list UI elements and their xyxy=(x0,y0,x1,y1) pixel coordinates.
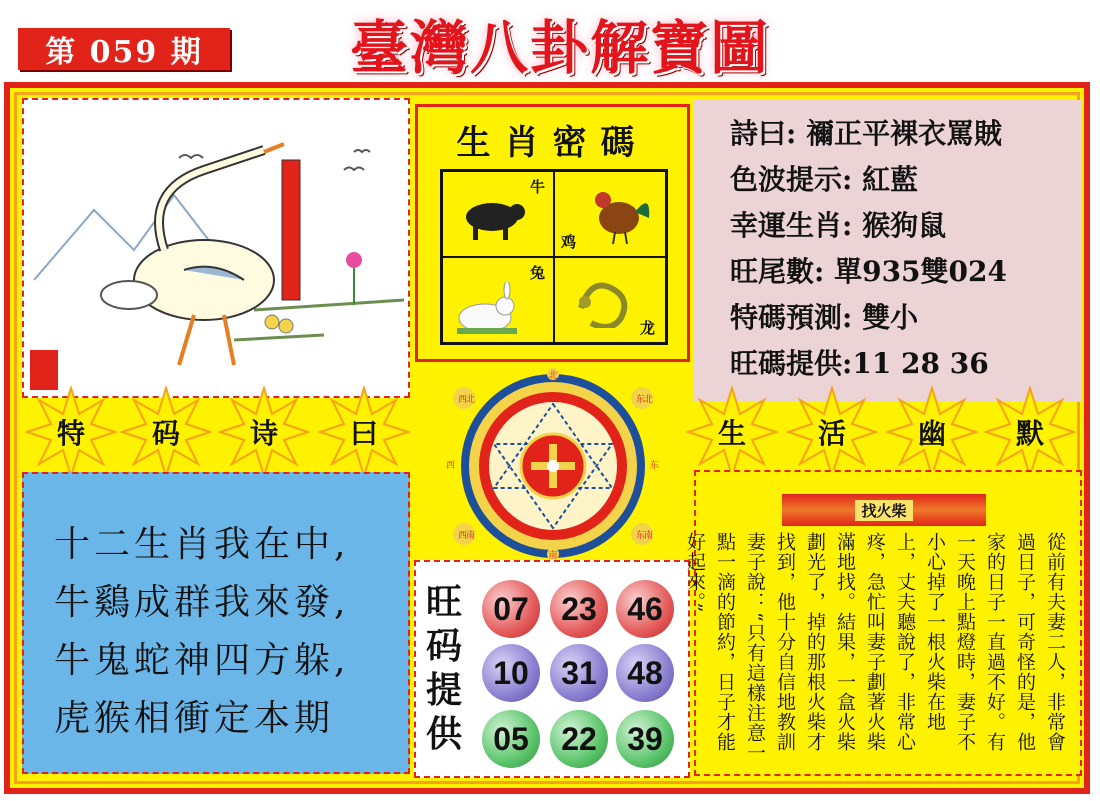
special-prediction: 特碼預測: 雙小 xyxy=(730,301,919,334)
star-badge xyxy=(218,386,310,478)
issue-number-badge: 第 059 期 xyxy=(18,28,230,70)
star-label: 活 xyxy=(817,417,846,450)
tail-numbers: 旺尾數: 單935雙024 xyxy=(730,255,1007,288)
story-tab xyxy=(668,468,692,494)
compass-label: 南 xyxy=(644,531,654,541)
compass-label: 南 xyxy=(466,531,476,541)
star-badge xyxy=(786,386,878,478)
story-title: 找火柴 xyxy=(855,500,912,521)
star-badge xyxy=(984,386,1076,478)
zodiac-label: 牛 xyxy=(529,178,545,196)
compass-label: 西 xyxy=(446,461,456,471)
zodiac-code-title: 生肖密碼 xyxy=(456,123,649,163)
star-label: 码 xyxy=(151,417,180,450)
poem-box xyxy=(22,472,410,774)
page-title: 臺灣八卦解寶圖 xyxy=(349,14,770,82)
zodiac-cell-ox xyxy=(442,171,554,257)
compass-label: 西 xyxy=(458,395,468,405)
rabbit-icon xyxy=(453,282,523,338)
color-hint: 色波提示: 紅藍 xyxy=(730,163,919,196)
star-badge xyxy=(686,386,778,478)
star-badge xyxy=(886,386,978,478)
number-ball: 05 xyxy=(482,710,540,768)
zodiac-label: 龙 xyxy=(639,319,655,337)
zodiac-cell-rabbit xyxy=(442,257,554,343)
bagua-compass xyxy=(442,368,664,560)
poem-line: 牛鷄成群我來發, xyxy=(54,582,350,623)
numbers-label xyxy=(424,580,464,756)
hot-numbers-box xyxy=(414,560,690,778)
zodiac-grid xyxy=(440,169,668,345)
numbers-label-char: 供 xyxy=(425,713,462,755)
compass-label: 西 xyxy=(458,531,468,541)
ox-icon xyxy=(457,192,527,242)
poem-line: 虎猴相衝定本期 xyxy=(54,698,335,739)
compass-label: 北 xyxy=(644,395,654,405)
hot-numbers: 旺碼提供:11 28 36 xyxy=(730,347,989,380)
dragon-icon xyxy=(571,268,641,328)
star-label: 默 xyxy=(1015,417,1044,450)
story-text: 從前有夫妻二人，非常會過日子，可奇怪的是，他家的日子一直過不好。有一天晚上點燈時，妻子不小心掉了一根火柴在地上，丈夫聽說了，非常心疼，急忙叫妻子劃著火柴滿地找。結果，一盒火柴劃光了，掉的那根火柴才找到，他十分自信地教訓妻子說：“只有這樣注意一點一滴的節約，日子才能好起來。” xyxy=(684,532,1066,763)
story-title-bar xyxy=(782,494,986,526)
info-panel xyxy=(694,100,1082,402)
star-label: 曰 xyxy=(349,417,378,450)
number-ball: 39 xyxy=(616,710,674,768)
compass-label: 南 xyxy=(548,551,558,560)
star-label: 诗 xyxy=(249,417,278,450)
poem-line-info: 詩曰: 禰正平裸衣罵賊 xyxy=(730,117,1003,150)
poem-line: 十二生肖我在中, xyxy=(54,524,350,565)
zodiac-cell-rooster xyxy=(554,171,666,257)
numbers-label-char: 码 xyxy=(425,625,462,667)
zodiac-label: 兔 xyxy=(529,264,545,282)
number-ball: 10 xyxy=(482,644,540,702)
star-badge xyxy=(120,386,212,478)
number-ball: 46 xyxy=(616,580,674,638)
lucky-zodiac: 幸運生肖: 猴狗鼠 xyxy=(730,209,947,242)
star-label: 生 xyxy=(717,417,746,450)
compass-label: 东 xyxy=(636,531,646,541)
star-label: 特 xyxy=(56,417,85,450)
numbers-label-char: 旺 xyxy=(425,581,462,623)
goose-illustration-panel xyxy=(22,98,410,398)
rooster-icon xyxy=(585,182,655,246)
zodiac-label: 鸡 xyxy=(561,233,577,251)
compass-label: 东 xyxy=(650,461,660,471)
goose-illustration xyxy=(24,100,410,398)
number-ball: 48 xyxy=(616,644,674,702)
poem-line: 牛鬼蛇神四方躲, xyxy=(54,640,350,681)
star-badge xyxy=(25,386,117,478)
number-ball: 22 xyxy=(550,710,608,768)
compass-label: 北 xyxy=(548,371,558,381)
numbers-label-char: 提 xyxy=(425,669,462,711)
compass-label: 北 xyxy=(466,395,476,405)
star-label: 幽 xyxy=(917,417,946,450)
numbers-label-text xyxy=(424,580,464,756)
number-ball: 23 xyxy=(550,580,608,638)
star-badge xyxy=(318,386,410,478)
number-ball: 31 xyxy=(550,644,608,702)
number-ball: 07 xyxy=(482,580,540,638)
zodiac-cell-dragon xyxy=(554,257,666,343)
zodiac-code-box xyxy=(415,104,690,362)
compass-label: 东 xyxy=(636,395,646,405)
